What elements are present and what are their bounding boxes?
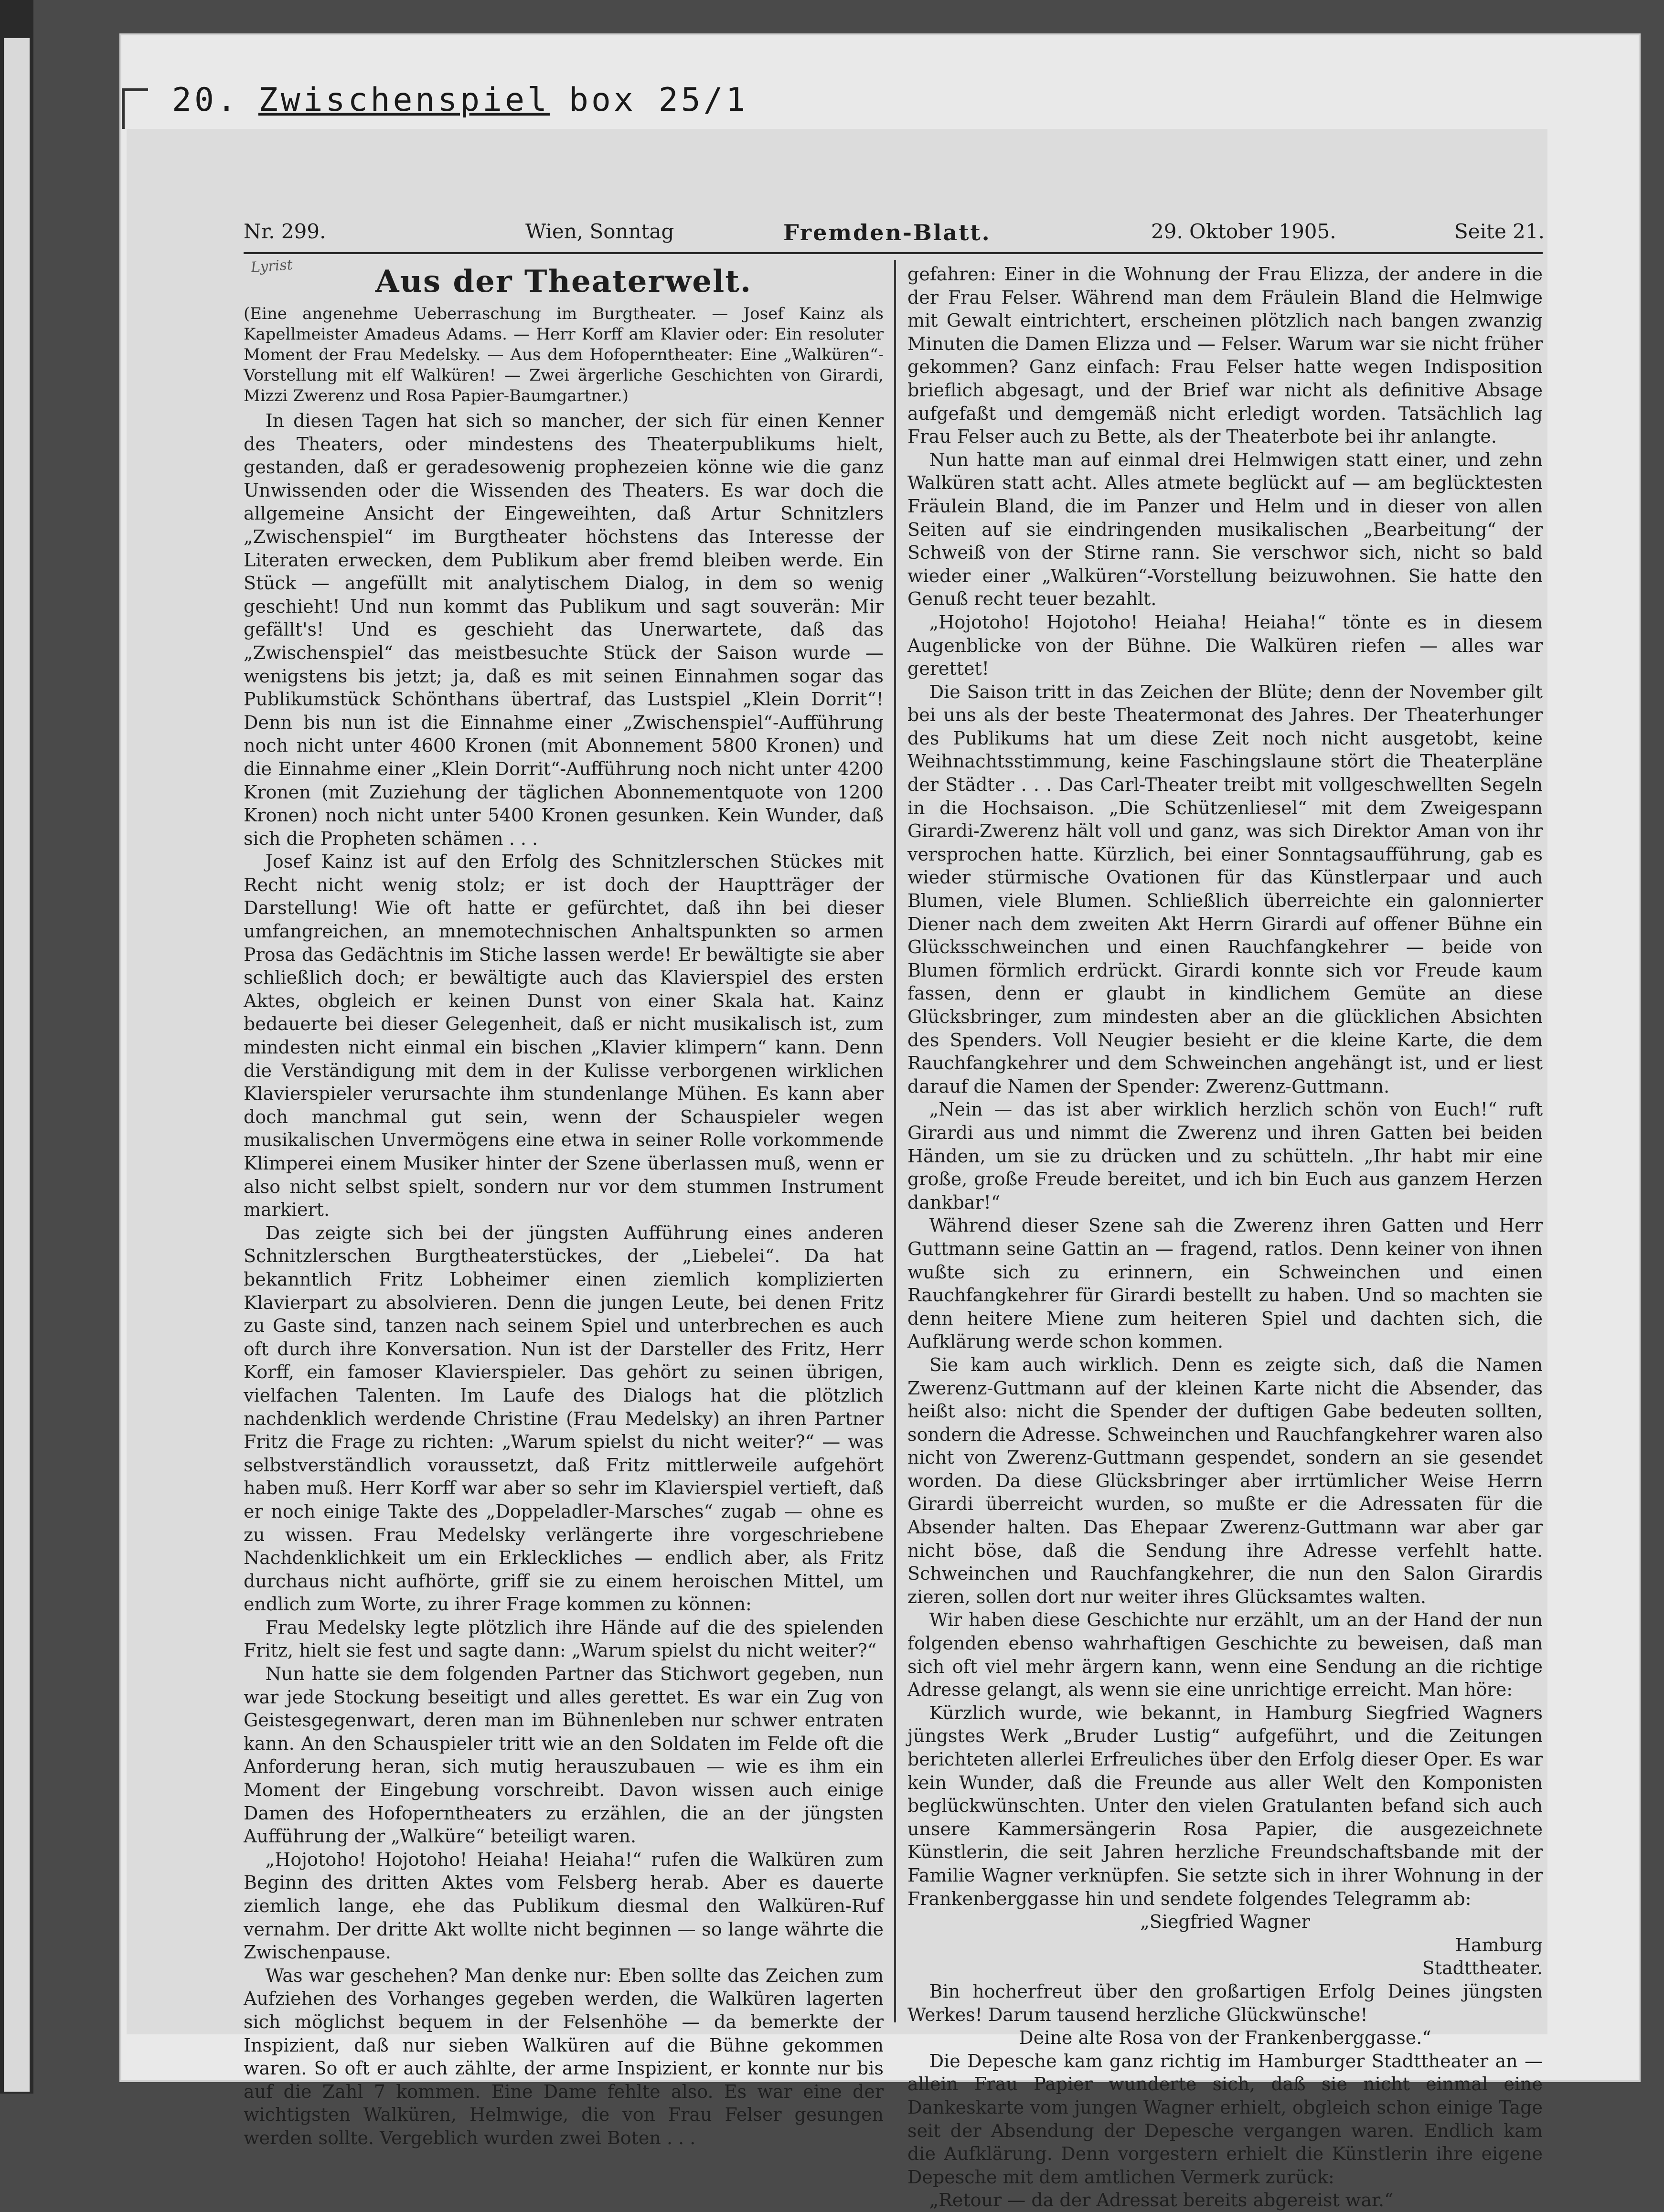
paragraph: Sie kam auch wirklich. Denn es zeigte sich, daß die Namen Zwerenz-Guttmann auf der kleinen Karte nicht die Absender, das heißt also: nicht die Spender der duftigen Gabe bedeuten sollten, sondern die Adresse. Schweinchen und Rauchfangkehrer waren also nicht von Zwerenz-Guttmann gespendet, sondern an sie gesendet worden. Da diese Glücksbringer aber irrtümlicher Weise Herrn Girardi überreicht wurden, so mußte er die Adressaten für die Absender halten. Das Ehepaar Zwerenz-Guttmann war aber gar nicht böse, daß die Sendung ihre Adresse verfehlt hatte. Schweinchen und Rauchfangkehrer, die nun den Salon Girardis zieren, sollen dort nur weiter ihres Glücksamtes walten. (907, 1354, 1543, 1607)
header-rule (244, 252, 1543, 254)
column-divider (894, 260, 896, 2022)
newspaper-name: Fremden-Blatt. (783, 220, 991, 245)
paragraph: Während dieser Szene sah die Zwerenz ihren Gatten und Herr Guttmann seine Gattin an — fragend, ratlos. Denn keiner von ihnen wußte sich zu erinnern, ein Schweinchen und einen Rauchfangkehrer für Girardi bestellt zu haben. Und so machten sie denn heitere Miene zum heiteren Spiel und dachten sich, die Aufklärung werde schon kommen. (907, 1215, 1543, 1352)
archive-box: box 25/1 (569, 81, 748, 119)
place-day: Wien, Sonntag (525, 220, 674, 243)
telegram-signature: Deine alte Rosa von der Frankenberggasse.“ (1019, 2027, 1431, 2049)
archive-label (172, 81, 748, 119)
paragraph: Frau Medelsky legte plötzlich ihre Hände auf die des spielenden Fritz, hielt sie fest und sagte dann: „Warum spielst du nicht weiter?“ (244, 1616, 884, 1661)
newspaper-header (244, 220, 1543, 253)
telegram-city: Hamburg (1455, 1934, 1543, 1956)
paragraph: „Hojotoho! Hojotoho! Heiaha! Heiaha!“ rufen die Walküren zum Beginn des dritten Aktes vom Felsberg herab. Aber es dauerte ziemlich lange, ehe das Publikum diesmal den Walküren-Ruf vernahm. Der dritte Akt wollte nicht beginnen — so lange währte die Zwischenpause. (244, 1849, 884, 1963)
article-column-left (244, 263, 884, 2148)
archive-number: 20. (172, 81, 239, 119)
telegram-body: Bin hocherfreut über den großartigen Erfolg Deines jüngsten Werkes! Darum tausend herzliche Glückwünsche! (907, 1980, 1543, 2025)
paragraph: Josef Kainz ist auf den Erfolg des Schnitzlerschen Stückes mit Recht nicht wenig stolz; er ist doch der Hauptträger der Darstellung! Wie oft hatte er gefürchtet, daß ihn bei dieser umfangreichen, an mnemotechnischen Anhaltspunkten so armen Prosa das Gedächtnis im Stiche lassen werde! Er bewältigte sie aber schließlich doch; er bewältigte auch das Klavierspiel des ersten Aktes, obgleich er keinen Dunst von einer Skala hat. Kainz bedauerte bei dieser Gelegenheit, daß er nicht musikalisch ist, zum mindesten nicht einmal ein bischen „Klavier klimpern“ kann. Denn die Verständigung mit dem in der Kulisse verborgenen wirklichen Klavierspieler verursachte ihm stundenlange Mühen. Es kann aber doch manchmal gut sein, wenn der Schauspieler wegen musikalischen Unvermögens eine etwa in seiner Rolle vorkommende Klimperei einem Musiker hinter der Szene überlassen muß, wenn er also nicht selbst spielt, sondern nur vor dem stummen Instrument markiert. (244, 851, 884, 1221)
registration-mark-horizontal (122, 88, 148, 91)
paragraph: Wir haben diese Geschichte nur erzählt, um an der Hand der nun folgenden ebenso wahrhaftigen Geschichte zu beweisen, daß man sich oft viel mehr ärgern kann, wenn eine Sendung an die richtige Adresse gelangt, als wenn sie eine unrichtige erreicht. Man höre: (907, 1609, 1543, 1701)
paragraph: Die Saison tritt in das Zeichen der Blüte; denn der November gilt bei uns als der beste Theatermonat des Jahres. Der Theaterhunger des Publikums hat um diese Zeit noch nicht ausgetobt, keine Weihnachtsstimmung, keine Faschingslaune stört die Theaterpläne der Städter . . . Das Carl-Theater treibt mit vollgeschwellten Segeln in die Hochsaison. „Die Schützenliesel“ mit dem Zweigespann Girardi-Zwerenz hält voll und ganz, was sich Direktor Aman von ihr versprochen hatte. Kürzlich, bei einer Sonntagsaufführung, gab es wieder stürmische Ovationen für das Künstlerpaar und auch Blumen, viele Blumen. Schließlich überreichte ein galonnierter Diener nach dem zweiten Akt Herrn Girardi auf offener Bühne ein Glücksschweinchen und einen Rauchfangkehrer — beide von Blumen förmlich erdrückt. Girardi konnte sich vor Freude kaum fassen, denn er glaubt in kindlichem Gemüte an diese Glücksbringer, zum mindesten aber an die glücklichen Absichten des Spenders. Voll Neugier besieht er die kleine Karte, die dem Rauchfangkehrer und dem Schweinchen angehängt ist, und er liest darauf die Namen der Spender: Zwerenz-Guttmann. (907, 681, 1543, 1097)
telegram-recipient: „Siegfried Wagner (1140, 1911, 1310, 1933)
telegram-venue: Stadttheater. (1422, 1957, 1543, 1979)
issue-number: Nr. 299. (244, 220, 326, 243)
registration-mark (122, 88, 125, 129)
issue-date: 29. Oktober 1905. (1151, 220, 1336, 243)
adjacent-page-strip (4, 38, 30, 2092)
paragraph: gefahren: Einer in die Wohnung der Frau Elizza, der andere in die der Frau Felser. Während man dem Fräulein Bland die Helmwige mit Gewalt eintrichtert, erscheinen plötzlich nach bangen zwanzig Minuten die Damen Elizza und — Felser. Warum war sie nicht früher gekommen? Ganz einfach: Frau Felser hatte wegen Indisposition brieflich abgesagt, und der Brief war nicht als definitive Absage aufgefaßt und demgemäß nicht erledigt worden. Tatsächlich lag Frau Felser auch zu Bette, als der Theaterbote bei ihr anlangte. (907, 264, 1543, 447)
paragraph: „Retour — da der Adressat bereits abgereist war.“ (929, 2190, 1394, 2211)
paragraph: In diesen Tagen hat sich so mancher, der sich für einen Kenner des Theaters, oder mindestens des Theaterpublikums hielt, gestanden, daß er geradesowenig prophezeien könne wie die ganz Unwissenden oder die Wissenden des Theaters. Es war doch die allgemeine Ansicht der Eingeweihten, daß Artur Schnitzlers „Zwischenspiel“ im Burgtheater höchstens das Interesse der Literaten erwecken, dem Publikum aber fremd bleiben werde. Ein Stück — angefüllt mit analytischem Dialog, in dem so wenig geschieht! Und nun kommt das Publikum und sagt souverän: Mir gefällt's! Und es geschieht das Unerwartete, daß das „Zwischenspiel“ das meistbesuchte Stück der Saison wurde — wenigstens bis jetzt; ja, daß es mit seinen Einnahmen sogar das Publikumstück Schönthans übertraf, das Lustspiel „Klein Dorrit“! Denn bis nun ist die Einnahme einer „Zwischenspiel“-Aufführung noch nicht unter 4600 Kronen (mit Abonnement 5800 Kronen) und die Einnahme einer „Klein Dorrit“-Aufführung noch nicht unter 4200 Kronen (mit Zuziehung der täglichen Abonnementquote von 1200 Kronen) noch nicht unter 5400 Kronen gesunken. Kein Wunder, daß sich die Propheten schämen . . . (244, 410, 884, 849)
paragraph: Nun hatte sie dem folgenden Partner das Stichwort gegeben, nun war jede Stockung beseitigt und alles gerettet. Es war ein Zug von Geistesgegenwart, deren man im Bühnenleben nur schwer entraten kann. An den Schauspieler tritt wie an den Soldaten im Felde oft die Anforderung heran, sich mutig herauszubauen — wie es ihm ein Moment der Eingebung vorschreibt. Davon wissen auch einige Damen des Hofoperntheaters zu erzählen, die an der jüngsten Aufführung der „Walküre“ beteiligt waren. (244, 1663, 884, 1847)
archive-title: Zwischenspiel (258, 81, 550, 119)
page-number: Seite 21. (1454, 220, 1545, 243)
paragraph: Das zeigte sich bei der jüngsten Aufführung eines anderen Schnitzlerschen Burgtheaterstückes, der „Liebelei“. Da hat bekanntlich Fritz Lobheimer einen ziemlich komplizierten Klavierpart zu absolvieren. Denn die jungen Leute, bei denen Fritz zu Gaste sind, tanzen nach seinem Spiel und unterbrechen es auch oft durch ihre Konversation. Nun ist der Darsteller des Fritz, Herr Korff, ein famoser Klavierspieler. Das gehört zu seinen übrigen, vielfachen Talenten. Im Laufe des Dialogs hat die plötzlich nachdenklich werdende Christine (Frau Medelsky) an ihren Partner Fritz die Frage zu richten: „Warum spielst du nicht weiter?“ — was selbstverständlich voraussetzt, daß Fritz mittlerweile aufgehört haben muß. Herr Korff war aber so sehr im Klavierspiel vertieft, daß er noch einige Takte des „Doppeladler-Marsches“ zugab — ohne es zu wissen. Frau Medelsky verlängerte ihre vorgeschriebene Nachdenklichkeit um ein Erkleckliches — endlich aber, als Fritz durchaus nicht aufhörte, griff sie zu einem heroischen Mittel, um endlich zum Worte, zu ihrer Frage kommen zu können: (244, 1222, 884, 1615)
handwritten-note: Lyrist (250, 256, 293, 276)
paragraph: Nun hatte man auf einmal drei Helmwigen statt einer, und zehn Walküren statt acht. Alles atmete beglückt auf — am beglücktesten Fräulein Bland, die im Panzer und Helm und in dieser von allen Seiten auf sie eindringenden musikalischen „Bearbeitung“ der Schweiß von der Stirne rann. Sie verschwor sich, nicht so bald wieder einer „Walküren“-Vorstellung beizuwohnen. Sie hatte den Genuß recht teuer bezahlt. (907, 449, 1543, 610)
article-column-right (907, 263, 1543, 2211)
article-headline: Aus der Theaterwelt. (375, 264, 752, 299)
paragraph: „Nein — das ist aber wirklich herzlich schön von Euch!“ ruft Girardi aus und nimmt die Zwerenz und ihren Gatten bei beiden Händen, um sie zu drücken und zu schütteln. „Ihr habt mir eine große, große Freude bereitet, und ich bin Euch aus ganzem Herzen dankbar!“ (907, 1099, 1543, 1213)
paragraph: Kürzlich wurde, wie bekannt, in Hamburg Siegfried Wagners jüngstes Werk „Bruder Lustig“ aufgeführt, und die Zeitungen berichteten allerlei Erfreuliches über den Erfolg dieser Oper. Es war kein Wunder, daß die Freunde aus aller Welt den Komponisten beglückwünschten. Unter den vielen Gratulanten befand sich auch unsere Kammersängerin Rosa Papier, die ausgezeichnete Künstlerin, die seit Jahren herzliche Freundschaftsbande mit der Familie Wagner verknüpfen. Sie setzte sich in ihrer Wohnung in der Frankenberggasse hin und sendete folgendes Telegramm ab: (907, 1702, 1543, 1909)
paragraph: Was war geschehen? Man denke nur: Eben sollte das Zeichen zum Aufziehen des Vorhanges gegeben werden, die Walküren lagerten sich möglichst bequem in der Felsenhöhe — da bemerkte der Inspizient, daß nur sieben Walküren auf die Bühne gekommen waren. So oft er auch zählte, der arme Inspizient, er konnte nur bis auf die Zahl 7 kommen. Eine Dame fehlte also. Es war eine der wichtigsten Walküren, Helmwige, die von Frau Felser gesungen werden sollte. Vergeblich wurden zwei Boten . . . (244, 1965, 884, 2148)
paragraph: Die Depesche kam ganz richtig im Hamburger Stadttheater an — allein Frau Papier wunderte sich, daß sie nicht einmal eine Dankeskarte vom jungen Wagner erhielt, obgleich schon einige Tage seit der Absendung der Depesche vergangen waren. Endlich kam die Aufklärung. Denn vorgestern erhielt die Künstlerin ihre eigene Depesche mit dem amtlichen Vermerk zurück: (907, 2050, 1543, 2188)
paragraph: „Hojotoho! Hojotoho! Heiaha! Heiaha!“ tönte es in diesem Augenblicke von der Bühne. Die Walküren riefen — alles war gerettet! (907, 611, 1543, 680)
article-subhead: (Eine angenehme Ueberraschung im Burgtheater. — Josef Kainz als Kapellmeister Amadeus Adams. — Herr Korff am Klavier oder: Ein resoluter Moment der Frau Medelsky. — Aus dem Hofoperntheater: Eine „Walküren“-Vorstellung mit elf Walküren! — Zwei ärgerliche Geschichten von Girardi, Mizzi Zwerenz und Rosa Papier-Baumgartner.) (244, 304, 884, 405)
